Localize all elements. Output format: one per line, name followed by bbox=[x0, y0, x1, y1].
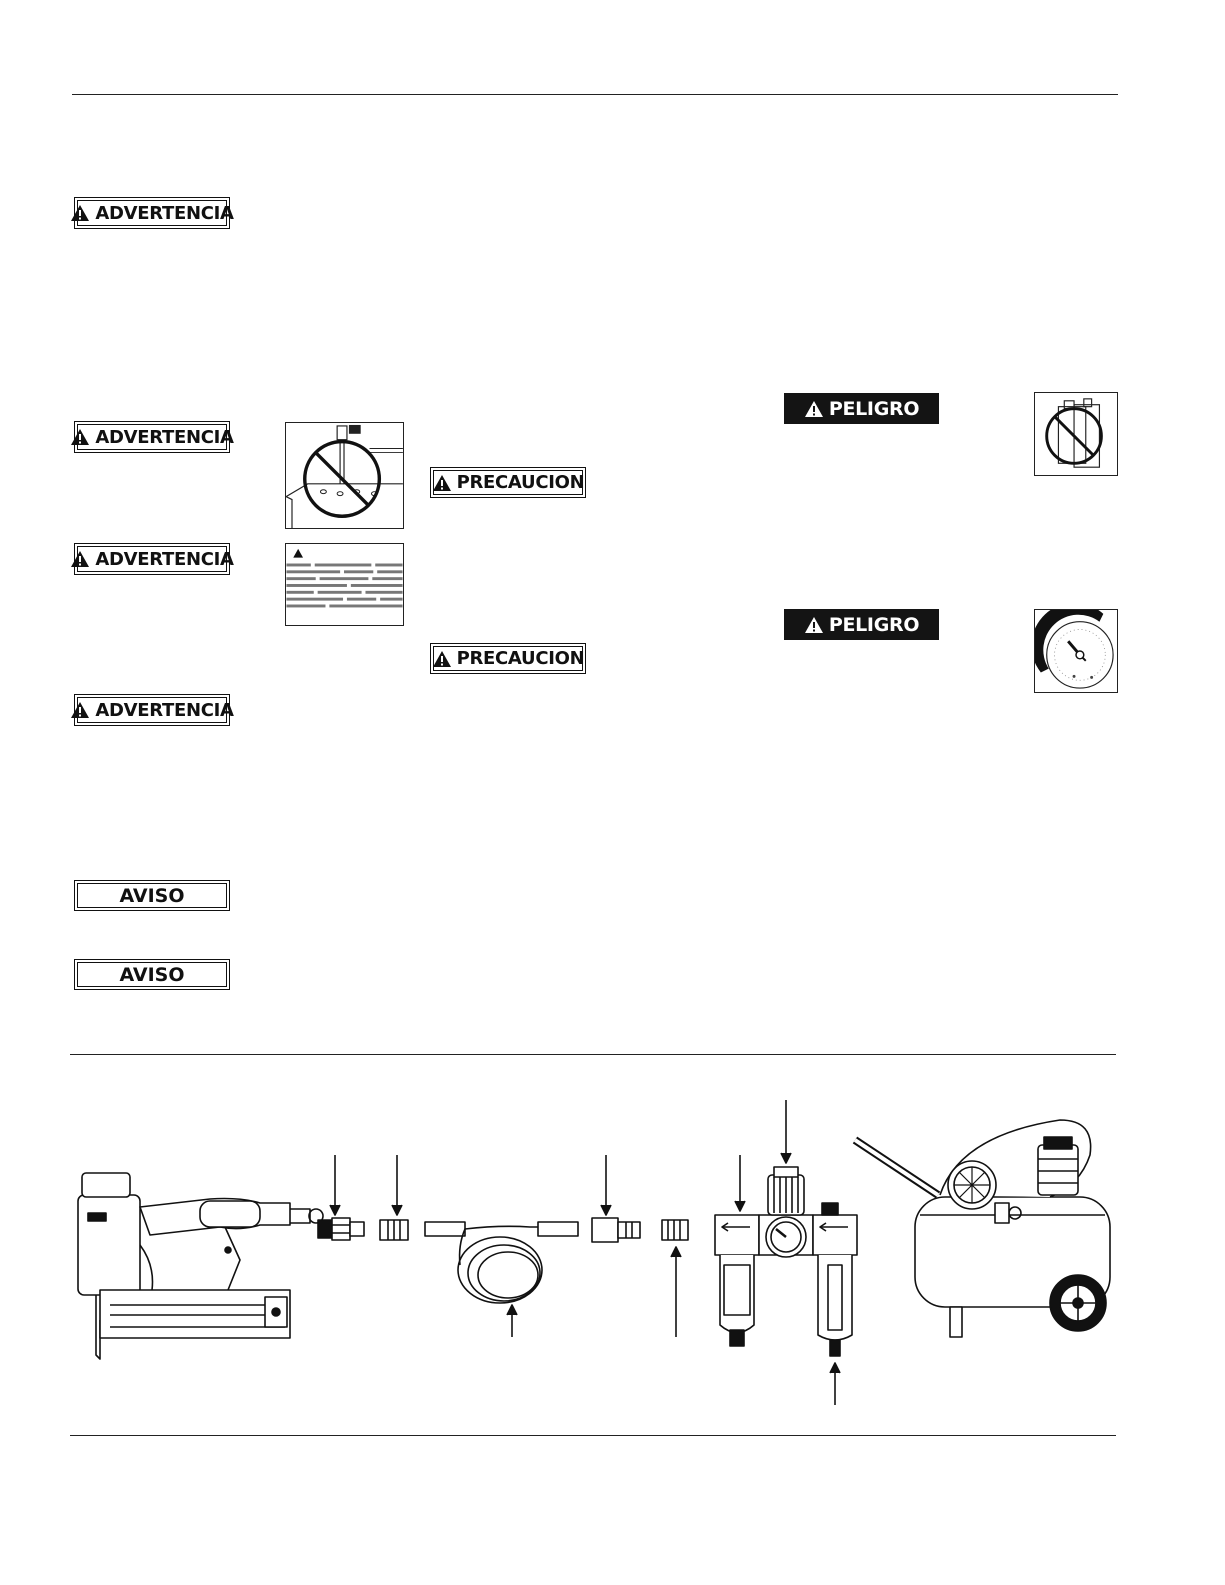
caution-label: PRECAUCION bbox=[456, 648, 585, 669]
warning-triangle-icon bbox=[70, 428, 90, 446]
warning-triangle-icon bbox=[70, 204, 90, 222]
caution-badge-1 bbox=[430, 467, 586, 498]
no-flammable-containers-pictogram bbox=[1034, 392, 1118, 476]
danger-label: PELIGRO bbox=[828, 397, 920, 420]
notice-label: AVISO bbox=[119, 963, 185, 986]
female-coupler-illustration bbox=[380, 1155, 408, 1240]
diagram-bottom-rule bbox=[70, 1435, 1116, 1436]
pressure-gauge-pictogram bbox=[1034, 609, 1118, 693]
caution-label: PRECAUCION bbox=[456, 472, 585, 493]
warning-triangle-icon bbox=[432, 650, 452, 668]
warning-triangle-icon bbox=[70, 550, 90, 568]
warning-label: ADVERTENCIA bbox=[95, 699, 234, 721]
warning-triangle-icon bbox=[804, 616, 824, 634]
quick-coupler-illustration bbox=[662, 1220, 688, 1337]
warning-triangle-icon bbox=[70, 701, 90, 719]
top-rule bbox=[72, 94, 1118, 95]
danger-badge-2 bbox=[784, 609, 939, 640]
caution-badge-2 bbox=[430, 643, 586, 674]
warning-label: ADVERTENCIA bbox=[95, 426, 234, 448]
warning-label: ADVERTENCIA bbox=[95, 202, 234, 224]
warning-badge-4 bbox=[74, 694, 234, 726]
warning-badge-2 bbox=[74, 421, 234, 453]
warning-triangle-icon bbox=[432, 474, 452, 492]
no-hand-near-nail-pictogram bbox=[285, 422, 404, 529]
air-system-diagram bbox=[60, 1075, 1130, 1425]
warning-badge-3 bbox=[74, 543, 234, 575]
notice-badge-2 bbox=[74, 959, 230, 990]
nailer-illustration bbox=[78, 1173, 323, 1359]
warning-label-pictogram bbox=[285, 543, 404, 626]
male-plug-illustration bbox=[318, 1155, 364, 1240]
warning-label: ADVERTENCIA bbox=[95, 548, 234, 570]
frl-unit-illustration bbox=[715, 1100, 857, 1405]
warning-badge-1 bbox=[74, 197, 234, 229]
notice-label: AVISO bbox=[119, 884, 185, 907]
diagram-top-rule bbox=[70, 1054, 1116, 1055]
air-hose-illustration bbox=[425, 1222, 578, 1337]
hose-coupler-illustration bbox=[592, 1155, 640, 1242]
air-compressor-illustration bbox=[855, 1120, 1110, 1337]
danger-label: PELIGRO bbox=[828, 613, 920, 636]
danger-badge-1 bbox=[784, 393, 939, 424]
notice-badge-1 bbox=[74, 880, 230, 911]
warning-triangle-icon bbox=[804, 400, 824, 418]
